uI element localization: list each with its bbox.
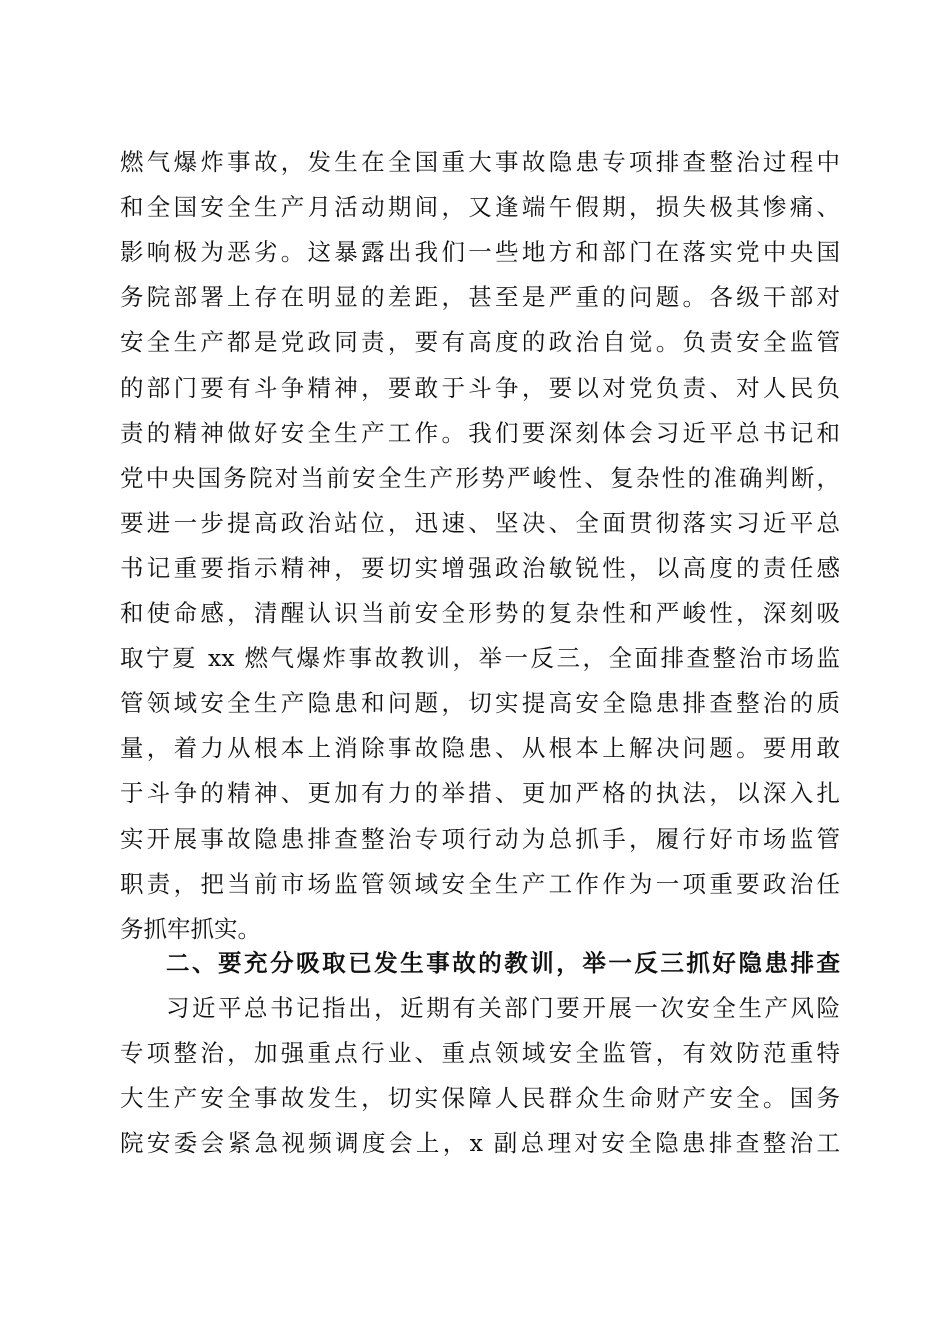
text-line: 习近平总书记指出，近期有关部门要开展一次安全生产风险 <box>166 994 840 1022</box>
text-line: 实开展事故隐患排查整治专项行动为总抓手，履行好市场监管 <box>120 824 840 853</box>
text-line: 专项整治，加强重点行业、重点领域安全监管，有效防范重特 <box>120 1039 840 1068</box>
text-line: 燃气爆炸事故，发生在全国重大事故隐患专项排查整治过程中 <box>120 148 840 176</box>
text-line: 量，着力从根本上消除事故隐患、从根本上解决问题。要用敢 <box>120 734 840 763</box>
text-line: 安全生产都是党政同责，要有高度的政治自觉。负责安全监管 <box>120 328 840 357</box>
text-line: 要进一步提高政治站位，迅速、坚决、全面贯彻落实习近平总 <box>120 508 840 537</box>
text-line: 取宁夏 xx 燃气爆炸事故教训，举一反三，全面排查整治市场监 <box>120 644 840 673</box>
text-line: 书记重要指示精神，要切实增强政治敏锐性，以高度的责任感 <box>120 553 840 582</box>
text-line: 党中央国务院对当前安全生产形势严峻性、复杂性的准确判断， <box>120 463 840 492</box>
text-line: 管领域安全生产隐患和问题，切实提高安全隐患排查整治的质 <box>120 689 840 718</box>
text-line: 责的精神做好安全生产工作。我们要深刻体会习近平总书记和 <box>120 418 840 447</box>
text-line: 大生产安全事故发生，切实保障人民群众生命财产安全。国务 <box>120 1084 840 1113</box>
text-line: 影响极为恶劣。这暴露出我们一些地方和部门在落实党中央国 <box>120 238 840 267</box>
text-line: 务院部署上存在明显的差距，甚至是严重的问题。各级干部对 <box>120 283 840 312</box>
text-line: 务抓牢抓实。 <box>120 914 261 943</box>
text-line: 和使命感，清醒认识当前安全形势的复杂性和严峻性，深刻吸 <box>120 599 840 627</box>
text-line: 职责，把当前市场监管领域安全生产工作作为一项重要政治任 <box>120 869 840 898</box>
text-line: 和全国安全生产月活动期间，又逢端午假期，损失极其惨痛、 <box>120 193 840 222</box>
text-line: 于斗争的精神、更加有力的举措、更加严格的执法，以深入扎 <box>120 779 840 808</box>
text-line: 的部门要有斗争精神，要敢于斗争，要以对党负责、对人民负 <box>120 373 840 402</box>
section-heading: 二、要充分吸取已发生事故的教训，举一反三抓好隐患排查 <box>166 949 840 977</box>
text-line: 院安委会紧急视频调度会上，x 副总理对安全隐患排查整治工 <box>120 1129 840 1158</box>
